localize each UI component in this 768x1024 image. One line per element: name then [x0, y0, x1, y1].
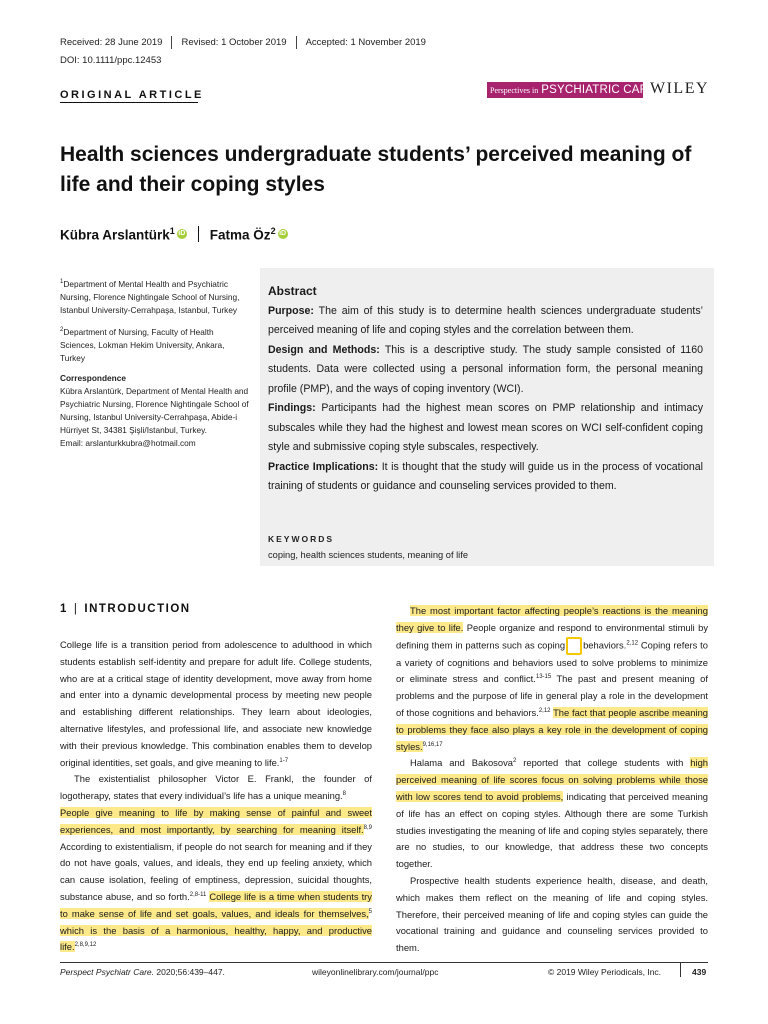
journal-prefix: Perspectives in — [490, 85, 539, 95]
body-column-right — [396, 603, 708, 957]
affiliations — [60, 276, 250, 450]
page-number: 439 — [692, 967, 707, 977]
paragraph: College life is a transition period from adolescence to adulthood in which students establish self-identity and prepare for adult life. College students, who are at a critical stage of identity development, move away from home and enter into a dynamic developmental process by meeting new people and establishing different relationships. They learn about ideologies, alternative lifestyles, and professional life, and associate new knowledge with their previous knowledge. This combination enables them to develop original identities, set goals, and give meaning to life.$^{1-7}$ — [60, 639, 372, 768]
received-date: Received: 28 June 2019 — [60, 37, 163, 48]
footer-citation: Perspect Psychiatr Care. 2020;56:439–447. — [60, 967, 225, 977]
abstract-practice: Practice Implications: It is thought that the study will guide us in the process of vocational training of students or guidance and counseling services provided to them. — [268, 460, 703, 492]
doi[interactable]: DOI: 10.1111/ppc.12453 — [60, 55, 162, 66]
abstract-heading: Abstract — [268, 284, 317, 298]
abstract-findings: Findings: Participants had the highest mean scores on PMP relationship and intimacy subscales while they had the highest and lowest mean scores on WCI self-confident coping style and submissive coping style subscales, respectively. — [268, 402, 703, 453]
abstract-design: Design and Methods: This is a descriptive study. The study sample consisted of 1160 students. Data were collected using a personal information form, the personal meaning profile (PMP), and the ways of coping inventory (WCI). — [268, 343, 703, 395]
highlight[interactable]: People give meaning to life by making sense of painful and sweet experiences, and most importantly, by searching for meaning itself. — [60, 806, 372, 835]
divider — [171, 36, 172, 49]
publisher-logo[interactable]: WILEY — [650, 80, 710, 97]
correspondence-heading: Correspondence — [60, 372, 126, 383]
highlight[interactable]: high perceived meaning of life scores focus on solving problems while those with low scores tend to avoid problems, — [396, 757, 709, 802]
paragraph: Halama and Bakosova$^2$ reported that college students with high perceived meaning of life scores focus on solving problems while those with low scores tend to avoid problems, indicating that perceived meaning of life has an effect on coping styles. Although there are some Turkish studies investigating the meaning of life and coping styles separately, there are no studies, to our knowledge, that address these two concepts together. — [396, 757, 709, 870]
article-type: ORIGINAL ARTICLE — [60, 89, 204, 101]
revised-date: Revised: 1 October 2019 — [181, 37, 287, 48]
divider — [680, 963, 681, 977]
author-list — [60, 226, 288, 243]
keywords-heading: KEYWORDS — [268, 534, 335, 544]
affiliation: $^2$Department of Nursing, Faculty of Health Sciences, Lokman Hekim University, Ankara, Turkey — [60, 326, 225, 363]
highlight[interactable]: which is the basis of a harmonious, healthy, happy, and productive life. — [60, 924, 372, 953]
paragraph: The most important factor affecting people’s reactions is the meaning they give to life. People organize and respond to environmental stimuli by defining them in patterns such as coping behaviors.$^{2,12}$ Coping refers to a variety of cognitions and behaviors used to solve problems to minimize or eliminate stress and conflict.$^{13-15}$ The past and present meaning of problems and the purpose of life in general play a role in the development of those cognitions and behaviors.$^{2,12}$ The fact that people ascribe meaning to problems they face also plays a key role in the development of coping styles.$^{9,16,17}$ — [396, 605, 709, 752]
author-name[interactable]: Kübra Arslantürk$^1$ — [60, 226, 175, 243]
accepted-date: Accepted: 1 November 2019 — [305, 37, 426, 48]
journal-logo[interactable] — [487, 82, 657, 98]
text-cursor-icon — [566, 637, 582, 655]
body-column-left — [60, 637, 372, 956]
footer-copyright: © 2019 Wiley Periodicals, Inc. — [548, 967, 662, 977]
paragraph: Prospective health students experience health, disease, and death, which makes them reflect on the meaning of life and coping styles. Therefore, their perceived meaning of life and coping styles can guide the vocational training and guidance and counseling services provided to them. — [396, 874, 708, 954]
correspondence-text: Kübra Arslantürk, Department of Mental Health and Psychiatric Nursing, Florence Nightingale School of Nursing, Istanbul University-Cerrahpaşa, Abide-i Hürriyet St, 34381 Şişli/Istanbul, Turkey. — [60, 385, 249, 435]
journal-name: PSYCHIATRIC CARE — [541, 84, 657, 96]
abstract — [268, 282, 703, 497]
paragraph: The existentialist philosopher Victor E. Frankl, the founder of logotherapy, states that every individual’s life has a unique meaning.$^8$ People give meaning to life by making sense of painful and sweet experiences, and most importantly, by searching for meaning itself.$^{8,9}$ According to existentialism, if people do not search for meaning and if they do not have goals, values, and ideals, they end up feeling anxiety, which can cause isolation, feeling of emptiness, depression, suicidal thoughts, substance abuse, and so forth.$^{2,8-11}$ College life is a time when students try to make sense of life and set goals, values, and ideals for themselves,$^5$ which is the basis of a harmonious, healthy, happy, and productive life.$^{2,8,9,12}$ — [60, 773, 372, 953]
highlight[interactable]: The most important factor affecting people’s reactions is the meaning they give to life. — [396, 605, 708, 633]
article-dates — [60, 36, 426, 49]
article-title: Health sciences undergraduate students’ perceived meaning of life and their coping styles — [60, 143, 692, 196]
correspondence-email[interactable]: Email: arslanturkkubra@hotmail.com — [60, 437, 196, 448]
divider — [198, 226, 199, 242]
article-type-underline — [60, 102, 198, 103]
highlight[interactable]: The fact that people ascribe meaning to problems they face also plays a key role in the development of coping styles. — [396, 706, 708, 752]
section-heading: 1 | INTRODUCTION — [60, 603, 191, 615]
highlight[interactable]: College life is a time when students try to make sense of life and set goals, values, and ideals for themselves, — [60, 890, 372, 919]
divider — [296, 36, 297, 49]
footer-rule — [60, 962, 708, 963]
orcid-icon[interactable]: iD — [279, 230, 287, 238]
keywords: coping, health sciences students, meaning of life — [268, 550, 469, 560]
author-name[interactable]: Fatma $Öz^2$ — [209, 226, 276, 243]
abstract-purpose: Purpose: The aim of this study is to determine health sciences undergraduate students’ perceived meaning of life and coping styles and the correlation between them. — [268, 304, 703, 336]
affiliation: $^1$Department of Mental Health and Psychiatric Nursing, Florence Nightingale School of Nursing, Istanbul University-Cerrahpaşa, Istanbul, Turkey — [60, 278, 240, 315]
orcid-icon[interactable]: iD — [178, 230, 186, 238]
footer-url[interactable]: wileyonlinelibrary.com/journal/ppc — [312, 967, 439, 977]
